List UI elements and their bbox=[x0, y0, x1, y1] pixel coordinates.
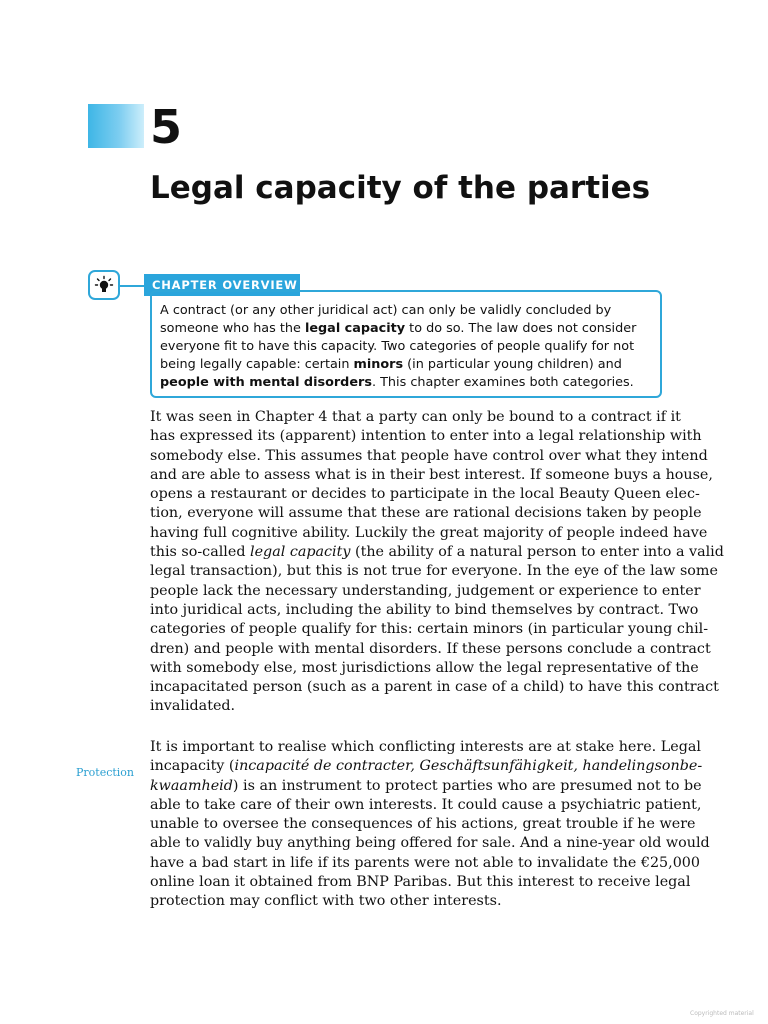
paragraph-line: dren) and people with mental disorders. If these persons conclude a contract bbox=[150, 640, 711, 657]
paragraph-line: It was seen in Chapter 4 that a party can only be bound to a contract if it bbox=[150, 409, 681, 425]
paragraph-line: legal transaction), but this is not true for everyone. In the eye of the law some bbox=[150, 563, 718, 580]
paragraph-line: tion, everyone will assume that these are rational decisions taken by people bbox=[150, 505, 702, 522]
overview-text: someone who has the bbox=[160, 321, 305, 337]
paragraph-line: has expressed its (apparent) intention to enter into a legal relationship with bbox=[150, 428, 702, 445]
body-paragraph-1 bbox=[150, 408, 724, 717]
overview-text: . This chapter examines both categories. bbox=[371, 375, 634, 391]
paragraph-line: able to validly buy anything being offered for sale. And a nine-year old would bbox=[150, 835, 710, 852]
overview-text: A contract (or any other juridical act) can only be validly concluded by bbox=[160, 303, 612, 318]
paragraph-line: incapacitated person (such as a parent in case of a child) to have this contract bbox=[150, 679, 719, 696]
paragraph-line: It is important to realise which conflicting interests are at stake here. Legal bbox=[150, 739, 701, 755]
paragraph-text: incapacity ( bbox=[150, 758, 235, 775]
paragraph-line: online loan it obtained from BNP Paribas. But this interest to receive legal bbox=[150, 874, 691, 891]
copyright-mark: Copyrighted material bbox=[690, 1010, 754, 1017]
chapter-color-bar bbox=[88, 104, 144, 148]
overview-term-minors: minors bbox=[353, 357, 404, 373]
paragraph-line: categories of people qualify for this: certain minors (in particular young chil- bbox=[150, 621, 709, 638]
overview-term-mental-disorders: people with mental disorders bbox=[160, 375, 372, 391]
overview-text: to do so. The law does not consider everyone fit to have this capacity. Two categories of people qualify for not being legally capable: certain bbox=[160, 321, 637, 373]
foreign-terms: incapacité de contracter, Geschäftsunfähigkeit, handelingsonbe- bbox=[234, 758, 703, 775]
paragraph-line: unable to oversee the consequences of his actions, great trouble if he were bbox=[150, 816, 696, 833]
paragraph-text: (the ability of a natural person to enter into a valid bbox=[350, 544, 724, 561]
foreign-terms: kwaamheid bbox=[150, 777, 233, 794]
paragraph-text: ) is an instrument to protect parties who are presumed not to be bbox=[232, 777, 702, 794]
paragraph-line: have a bad start in life if its parents were not able to invalidate the €25,000 bbox=[150, 854, 700, 871]
paragraph-line bbox=[150, 543, 724, 562]
body-paragraph-2 bbox=[150, 738, 710, 912]
paragraph-line: somebody else. This assumes that people have control over what they intend bbox=[150, 447, 708, 464]
paragraph-line: opens a restaurant or decides to participate in the local Beauty Queen elec- bbox=[150, 486, 700, 503]
margin-note-protection: Protection bbox=[76, 766, 135, 779]
overview-text: (in particular young children) and bbox=[403, 357, 622, 373]
paragraph-line: protection may conflict with two other interests. bbox=[150, 893, 502, 910]
paragraph-line: having full cognitive ability. Luckily the great majority of people indeed have bbox=[150, 524, 708, 541]
paragraph-line: able to take care of their own interests. It could cause a psychiatric patient, bbox=[150, 796, 702, 813]
paragraph-line: people lack the necessary understanding, judgement or experience to enter bbox=[150, 582, 701, 599]
overview-term-legal-capacity: legal capacity bbox=[304, 321, 406, 337]
overview-connector bbox=[120, 285, 144, 287]
paragraph-line: into juridical acts, including the ability to bind themselves by contract. Two bbox=[150, 601, 699, 618]
chapter-title: Legal capacity of the parties bbox=[150, 170, 651, 206]
overview-box bbox=[150, 290, 662, 398]
chapter-number: 5 bbox=[150, 100, 183, 154]
term-legal-capacity: legal capacity bbox=[250, 544, 351, 561]
paragraph-line bbox=[150, 757, 703, 776]
paragraph-line: invalidated. bbox=[150, 698, 236, 715]
paragraph-line: and are able to assess what is in their best interest. If someone buys a house, bbox=[150, 466, 713, 483]
paragraph-text: this so-called bbox=[150, 544, 251, 561]
paragraph-line: with somebody else, most jurisdictions allow the legal representative of the bbox=[150, 659, 699, 676]
paragraph-line bbox=[150, 777, 702, 796]
overview-label: CHAPTER OVERVIEW bbox=[144, 274, 300, 296]
lightbulb-icon bbox=[88, 270, 120, 300]
